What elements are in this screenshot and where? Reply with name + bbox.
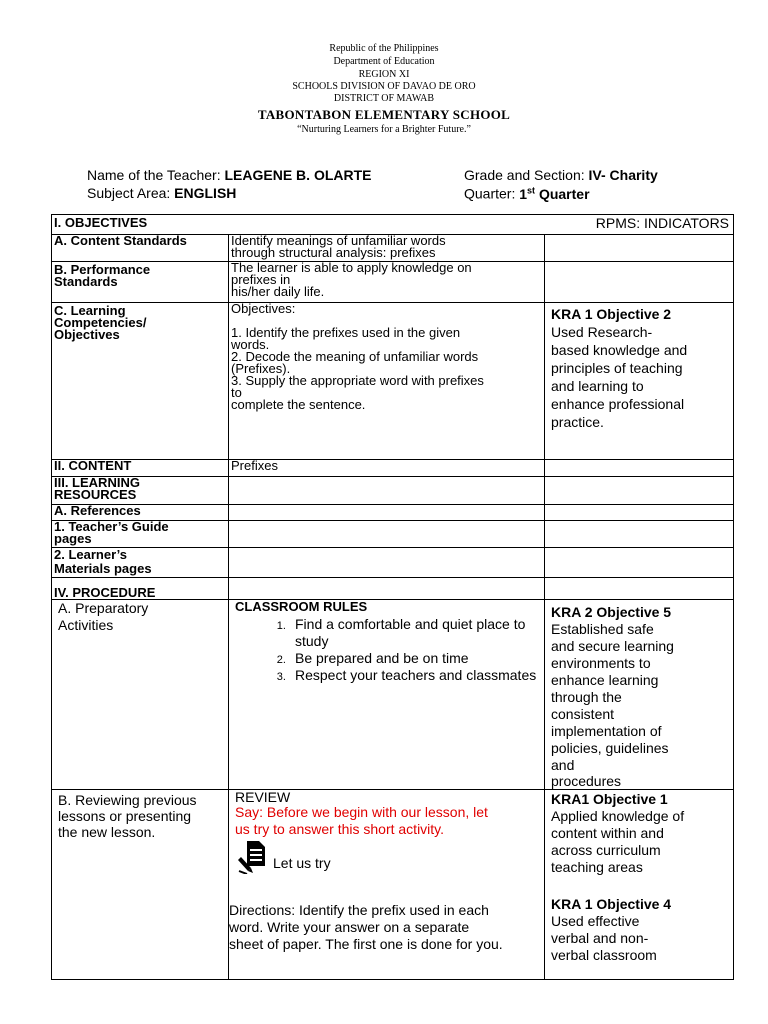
subject-value: ENGLISH bbox=[174, 185, 237, 201]
kra-line: teaching areas bbox=[551, 859, 643, 875]
teachers-guide-row bbox=[52, 521, 734, 548]
header-department: Department of Education bbox=[333, 56, 435, 67]
lc-label-line: Competencies/ bbox=[54, 315, 147, 330]
content-standards-line: through structural analysis: prefixes bbox=[231, 245, 436, 260]
lc-objective-line: 1. Identify the prefixes used in the given bbox=[231, 325, 461, 340]
lc-objective-line: (Prefixes). bbox=[231, 361, 291, 376]
kra-line: verbal classroom bbox=[551, 947, 657, 963]
references-row bbox=[52, 505, 734, 521]
review-label-line: B. Reviewing previous bbox=[58, 792, 197, 808]
rule-item: 2. Be prepared and be on time bbox=[289, 650, 540, 667]
kra-line: procedures bbox=[551, 773, 622, 789]
lc-label-line: Objectives bbox=[54, 327, 120, 342]
kra-line: principles of teaching bbox=[551, 360, 683, 376]
review-row bbox=[52, 790, 734, 980]
kra-line: Used Research- bbox=[551, 324, 653, 340]
subject-label: Subject Area: bbox=[87, 185, 175, 201]
header-region: REGION XI bbox=[358, 69, 410, 80]
kra-line: content within and bbox=[551, 825, 664, 841]
quarter-line bbox=[464, 185, 590, 202]
tg-line: pages bbox=[54, 531, 92, 546]
lc-label-line: C. Learning bbox=[54, 303, 126, 318]
review-label-line: the new lesson. bbox=[58, 824, 156, 840]
classroom-rules-list bbox=[235, 616, 540, 684]
review-title: REVIEW bbox=[235, 789, 291, 805]
directions-line: sheet of paper. The first one is done for you. bbox=[229, 936, 503, 952]
references-label: A. References bbox=[52, 505, 229, 521]
content-standards-label: A. Content Standards bbox=[52, 235, 229, 262]
objectives-heading: I. OBJECTIVES bbox=[54, 215, 148, 230]
content-heading: II. CONTENT bbox=[52, 460, 229, 477]
grade-value: IV- Charity bbox=[588, 167, 658, 183]
kra-indicator-a bbox=[545, 303, 734, 460]
grade-label: Grade and Section: bbox=[464, 167, 589, 183]
kra-line: verbal and non- bbox=[551, 930, 649, 946]
rule-item: 1. Find a comfortable and quiet place to study bbox=[289, 616, 540, 650]
review-label-line: lessons or presenting bbox=[58, 808, 192, 824]
rule-item: 3. Respect your teachers and classmates bbox=[289, 667, 540, 684]
kra-line: across curriculum bbox=[551, 842, 661, 858]
learning-competencies-value bbox=[229, 303, 545, 460]
procedure-row bbox=[52, 578, 734, 600]
lm-line: Materials pages bbox=[54, 561, 152, 576]
lesson-plan-table bbox=[51, 214, 734, 980]
kra-line: policies, guidelines bbox=[551, 740, 669, 756]
learners-materials-label bbox=[52, 548, 229, 578]
let-us-try-label: Let us try bbox=[273, 855, 331, 871]
teachers-guide-label bbox=[52, 521, 229, 548]
preparatory-label bbox=[52, 600, 229, 790]
review-label bbox=[52, 790, 229, 980]
rpms-heading: RPMS: INDICATORS bbox=[595, 215, 730, 231]
school-name: TABONTABON ELEMENTARY SCHOOL bbox=[257, 107, 511, 122]
kra-line: practice. bbox=[551, 414, 604, 430]
performance-line: The learner is able to apply knowledge on bbox=[231, 261, 472, 275]
grade-line bbox=[464, 167, 658, 183]
performance-standards-row bbox=[52, 262, 734, 303]
learning-competencies-row bbox=[52, 303, 734, 460]
prep-line: Activities bbox=[58, 617, 114, 633]
school-motto: “Nurturing Learners for a Brighter Future.” bbox=[297, 124, 471, 135]
pencil-paper-icon bbox=[237, 840, 267, 879]
quarter-label: Quarter: bbox=[464, 185, 520, 202]
lc-objective-line: words. bbox=[231, 337, 270, 352]
lm-line: 2. Learner’s bbox=[54, 547, 127, 562]
content-row bbox=[52, 460, 734, 477]
learning-competencies-label bbox=[52, 303, 229, 460]
kra-title: KRA 1 Objective 2 bbox=[551, 306, 672, 322]
subject-line bbox=[87, 185, 236, 201]
learning-resources-heading bbox=[52, 477, 229, 505]
kra-title: KRA1 Objective 1 bbox=[551, 791, 668, 807]
tg-line: 1. Teacher’s Guide bbox=[54, 520, 169, 534]
objectives-row bbox=[52, 215, 734, 235]
content-standards-row bbox=[52, 235, 734, 262]
say-line: Say: Before we begin with our lesson, let bbox=[235, 804, 488, 820]
performance-line: prefixes in bbox=[231, 272, 291, 287]
say-line: us try to answer this short activity. bbox=[235, 821, 445, 837]
kra-line: consistent bbox=[551, 706, 615, 722]
prep-line: A. Preparatory bbox=[58, 600, 149, 616]
header-republic: Republic of the Philippines bbox=[329, 43, 439, 54]
quarter-number: 1 bbox=[519, 185, 528, 202]
kra-line: Applied knowledge of bbox=[551, 808, 685, 824]
let-us-try-block bbox=[235, 840, 540, 878]
kra-line: environments to bbox=[551, 655, 651, 671]
kra-line: and secure learning bbox=[551, 638, 674, 654]
learning-resources-row bbox=[52, 477, 734, 505]
quarter-word: Quarter bbox=[535, 185, 590, 202]
procedure-heading: IV. PROCEDURE bbox=[52, 578, 229, 600]
lr-line: RESOURCES bbox=[54, 487, 137, 502]
quarter-value bbox=[519, 186, 589, 202]
kra-title: KRA 2 Objective 5 bbox=[551, 604, 672, 620]
content-standards-line: Identify meanings of unfamiliar words bbox=[231, 234, 446, 248]
header-division: SCHOOLS DIVISION OF DAVAO DE ORO bbox=[292, 81, 476, 92]
classroom-rules-title: CLASSROOM RULES bbox=[235, 599, 368, 614]
kra-line: based knowledge and bbox=[551, 342, 688, 358]
kra-line: and learning to bbox=[551, 378, 644, 394]
lc-objectives-title: Objectives: bbox=[231, 302, 296, 316]
performance-label-line: B. Performance bbox=[54, 262, 151, 277]
content-value: Prefixes bbox=[229, 460, 545, 477]
kra-line: enhance learning bbox=[551, 672, 659, 688]
kra-line: Established safe bbox=[551, 621, 654, 637]
performance-standards-label bbox=[52, 262, 229, 303]
directions-line: Directions: Identify the prefix used in each bbox=[229, 902, 489, 918]
lc-objective-line: complete the sentence. bbox=[231, 397, 366, 412]
preparatory-row bbox=[52, 600, 734, 790]
teacher-line bbox=[87, 167, 372, 183]
kra-line: through the bbox=[551, 689, 622, 705]
teacher-name: LEAGENE B. OLARTE bbox=[224, 167, 372, 183]
lc-objective-line: to bbox=[231, 385, 242, 400]
performance-standards-value bbox=[229, 262, 545, 303]
review-cell bbox=[229, 790, 545, 980]
kra-line: implementation of bbox=[551, 723, 662, 739]
lr-line: III. LEARNING bbox=[54, 476, 140, 490]
kra-line: enhance professional bbox=[551, 396, 685, 412]
lc-objective-line: 2. Decode the meaning of unfamiliar words bbox=[231, 349, 479, 364]
classroom-rules-cell bbox=[229, 600, 545, 790]
content-standards-value bbox=[229, 235, 545, 262]
directions-block bbox=[229, 902, 541, 953]
kra-indicator-b bbox=[545, 600, 734, 790]
teacher-label: Name of the Teacher: bbox=[87, 167, 225, 183]
quarter-ordinal: st bbox=[527, 185, 536, 195]
performance-line: his/her daily life. bbox=[231, 284, 325, 299]
directions-line: word. Write your answer on a separate bbox=[229, 919, 470, 935]
learners-materials-row bbox=[52, 548, 734, 578]
performance-label-line: Standards bbox=[54, 274, 118, 289]
header-district: DISTRICT OF MAWAB bbox=[333, 93, 435, 104]
kra-line: and bbox=[551, 757, 575, 773]
kra-title: KRA 1 Objective 4 bbox=[551, 896, 672, 912]
lc-objective-line: 3. Supply the appropriate word with prefixes bbox=[231, 373, 484, 388]
kra-line: Used effective bbox=[551, 913, 640, 929]
kra-indicator-c bbox=[545, 790, 734, 980]
